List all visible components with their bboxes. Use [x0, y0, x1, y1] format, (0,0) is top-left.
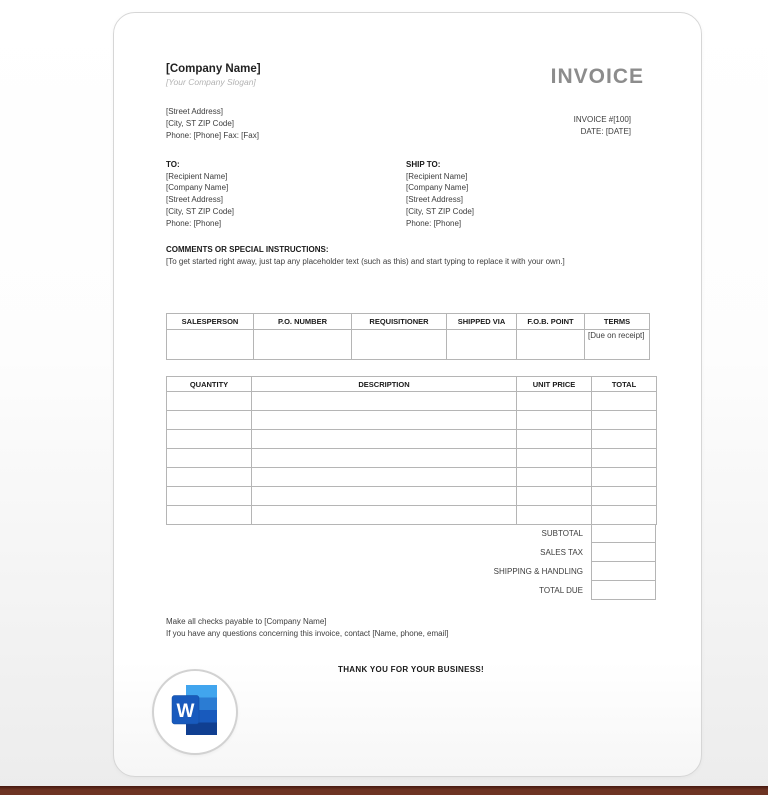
ship-recipient: [Recipient Name]: [406, 171, 468, 181]
company-header: [166, 63, 261, 87]
ship-to-block: [406, 159, 474, 229]
subtotal-value: [591, 524, 656, 543]
po-number-cell: [254, 330, 352, 360]
order-info-header-row: [167, 314, 650, 330]
payment-instructions: [166, 616, 448, 639]
col-fob-point: F.O.B. POINT: [517, 314, 585, 330]
company-name-placeholder: [Company Name]: [166, 63, 261, 75]
col-requisitioner: REQUISITIONER: [352, 314, 447, 330]
ship-phone: Phone: [Phone]: [406, 218, 462, 228]
company-slogan-placeholder: [Your Company Slogan]: [166, 77, 256, 87]
requisitioner-cell: [352, 330, 447, 360]
invoice-meta-block: [574, 114, 631, 138]
shipping-handling-row: [166, 562, 656, 581]
city-state-zip-placeholder: [City, ST ZIP Code]: [166, 119, 235, 128]
item-row: [167, 430, 657, 449]
col-po-number: P.O. NUMBER: [254, 314, 352, 330]
to-company: [Company Name]: [166, 183, 229, 193]
word-logo-badge: [152, 669, 238, 755]
thank-you-message: THANK YOU FOR YOUR BUSINESS!: [338, 665, 484, 674]
word-logo-icon: [171, 685, 219, 740]
comments-block: [166, 244, 565, 268]
invoice-title: INVOICE: [550, 65, 644, 88]
subtotal-row: [166, 524, 656, 543]
to-recipient: [Recipient Name]: [166, 171, 228, 181]
shipping-handling-value: [591, 562, 656, 581]
checks-payable-line: Make all checks payable to [Company Name]: [166, 617, 327, 626]
order-info-table: [166, 313, 650, 360]
total-due-label: TOTAL DUE: [539, 586, 583, 595]
item-row: [167, 449, 657, 468]
invoice-template-preview[interactable]: [113, 12, 702, 777]
shipped-via-cell: [447, 330, 517, 360]
item-row: [167, 392, 657, 411]
to-street: [Street Address]: [166, 195, 223, 205]
to-city: [City, ST ZIP Code]: [166, 206, 235, 216]
terms-cell: [Due on receipt]: [585, 330, 650, 360]
shipping-handling-label: SHIPPING & HANDLING: [493, 567, 583, 576]
questions-contact-line: If you have any questions concerning this invoice, contact [Name, phone, email]: [166, 628, 449, 638]
bottom-accent-bar: [0, 786, 768, 795]
col-salesperson: SALESPERSON: [167, 314, 254, 330]
sales-tax-row: [166, 543, 656, 562]
svg-text:W: W: [176, 700, 195, 722]
invoice-date: DATE: [DATE]: [580, 127, 631, 136]
ship-company: [Company Name]: [406, 183, 469, 193]
ship-to-label: SHIP TO:: [406, 160, 441, 169]
col-unit-price: UNIT PRICE: [517, 377, 592, 392]
item-row: [167, 487, 657, 506]
line-items-table: [166, 376, 657, 525]
col-shipped-via: SHIPPED VIA: [447, 314, 517, 330]
total-due-row: [166, 581, 656, 600]
totals-section: [166, 524, 656, 600]
salesperson-cell: [167, 330, 254, 360]
col-terms: TERMS: [585, 314, 650, 330]
col-quantity: QUANTITY: [167, 377, 252, 392]
item-row: [167, 411, 657, 430]
ship-city: [City, ST ZIP Code]: [406, 206, 475, 216]
comments-label: COMMENTS OR SPECIAL INSTRUCTIONS:: [166, 245, 329, 254]
ship-street: [Street Address]: [406, 195, 463, 205]
to-label: TO:: [166, 160, 180, 169]
col-description: DESCRIPTION: [252, 377, 517, 392]
item-row: [167, 506, 657, 525]
subtotal-label: SUBTOTAL: [541, 529, 583, 538]
invoice-number: INVOICE #[100]: [573, 115, 631, 124]
company-address-block: [166, 106, 259, 142]
total-due-value: [591, 581, 656, 600]
items-header-row: [167, 377, 657, 392]
fob-point-cell: [517, 330, 585, 360]
bill-to-block: [166, 159, 234, 229]
item-row: [167, 468, 657, 487]
col-total: TOTAL: [592, 377, 657, 392]
order-info-data-row: [167, 330, 650, 360]
street-address-placeholder: [Street Address]: [166, 107, 223, 116]
phone-fax-placeholder: Phone: [Phone] Fax: [Fax]: [166, 131, 259, 140]
comments-placeholder-text: [To get started right away, just tap any placeholder text (such as this) and start typing to replace it with your own.]: [166, 257, 565, 266]
to-phone: Phone: [Phone]: [166, 218, 222, 228]
sales-tax-label: SALES TAX: [540, 548, 583, 557]
sales-tax-value: [591, 543, 656, 562]
